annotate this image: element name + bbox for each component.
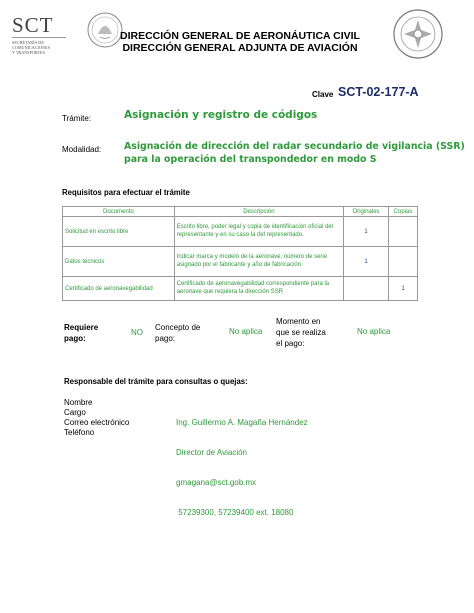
- cell-originales: 1: [344, 217, 389, 247]
- table-row: [63, 247, 418, 277]
- responsable-heading: Responsable del trámite para consultas o quejas:: [64, 377, 248, 386]
- cargo-label: Cargo: [64, 408, 86, 417]
- header-title-1: DIRECCIÓN GENERAL DE AERONÁUTICA CIVIL: [120, 30, 360, 42]
- table-row: [63, 277, 418, 301]
- momento-pago-label: [276, 316, 326, 349]
- momento-pago-label-2: que se realiza: [276, 328, 326, 337]
- requiere-pago-label: [64, 322, 98, 344]
- cell-documento: Solicitud en escrito libre: [63, 217, 175, 247]
- concepto-pago-value: No aplica: [229, 327, 263, 336]
- cell-descripcion: Escrito libre, poder legal y copia de identificación oficial del representante y en su caso la del representado.: [174, 217, 343, 247]
- requiere-pago-value: NO: [131, 328, 143, 337]
- cell-copias: [389, 247, 418, 277]
- logo-text: SCT: [12, 13, 54, 37]
- clave-label: Clave: [312, 90, 334, 99]
- col-header-documento: Documento: [63, 207, 175, 217]
- telefono-value: 57239300, 57239400 ext. 18080: [176, 508, 294, 517]
- nombre-label: Nombre: [64, 398, 93, 407]
- correo-label: Correo electrónico: [64, 418, 130, 427]
- clave-value: SCT-02-177-A: [338, 85, 419, 99]
- col-header-originales: Originales: [344, 207, 389, 217]
- logo-subtitle-2: COMUNICACIONES: [12, 45, 50, 50]
- dgac-seal-icon: [392, 8, 444, 60]
- col-header-descripcion: Descripción: [174, 207, 343, 217]
- tramite-label: Trámite:: [62, 114, 92, 123]
- nombre-value: Ing. Guillermo A. Magaña Hernández: [176, 418, 308, 427]
- sct-logo: [12, 14, 70, 64]
- modalidad-value: [124, 140, 465, 166]
- requisitos-heading: Requisitos para efectuar el trámite: [62, 188, 190, 197]
- momento-pago-label-3: el pago:: [276, 339, 305, 348]
- requisitos-table: [62, 206, 418, 301]
- tramite-value: Asignación y registro de códigos: [124, 109, 318, 121]
- cell-copias: [389, 217, 418, 247]
- momento-pago-label-1: Momento en: [276, 317, 321, 326]
- cell-copias: 1: [389, 277, 418, 301]
- correo-value[interactable]: gmagana@sct.gob.mx: [176, 478, 257, 487]
- contact-values: [176, 398, 308, 528]
- header-title-2: DIRECCIÓN GENERAL ADJUNTA DE AVIACIÓN: [122, 42, 358, 54]
- modalidad-value-line-1: Asignación de dirección del radar secundario de vigilancia (SSR): [124, 141, 465, 152]
- requiere-pago-label-2: pago:: [64, 334, 86, 343]
- logo-subtitle-3: Y TRANSPORTES: [12, 50, 45, 55]
- concepto-pago-label: [155, 322, 200, 344]
- contact-labels: [64, 398, 129, 438]
- cell-documento: Certificado de aeronavegabilidad: [63, 277, 175, 301]
- cell-originales: [344, 277, 389, 301]
- cell-documento: Datos técnicos: [63, 247, 175, 277]
- modalidad-label: Modalidad:: [62, 145, 102, 154]
- telefono-label: Teléfono: [64, 428, 95, 437]
- col-header-copias: Copias: [389, 207, 418, 217]
- table-row: [63, 217, 418, 247]
- logo-divider: [12, 37, 66, 38]
- cell-descripcion: Certificado de aeronavegabilidad correspondiente para la aeronave que requiera la dirección SSR: [174, 277, 343, 301]
- concepto-pago-label-1: Concepto de: [155, 323, 201, 332]
- modalidad-value-line-2: para la operación del transpondedor en modo S: [124, 154, 377, 165]
- cell-originales: 1: [344, 247, 389, 277]
- table-header-row: [63, 207, 418, 217]
- momento-pago-value: No aplica: [357, 327, 391, 336]
- logo-subtitle-1: SECRETARÍA DE: [12, 40, 44, 45]
- concepto-pago-label-2: pago:: [155, 334, 176, 343]
- requiere-pago-label-1: Requiere: [64, 323, 99, 332]
- cell-descripcion: Indicar marca y modelo de la aeronave, número de serie asignado por el fabricante y año de fabricación: [174, 247, 343, 277]
- cargo-value: Director de Aviación: [176, 448, 247, 457]
